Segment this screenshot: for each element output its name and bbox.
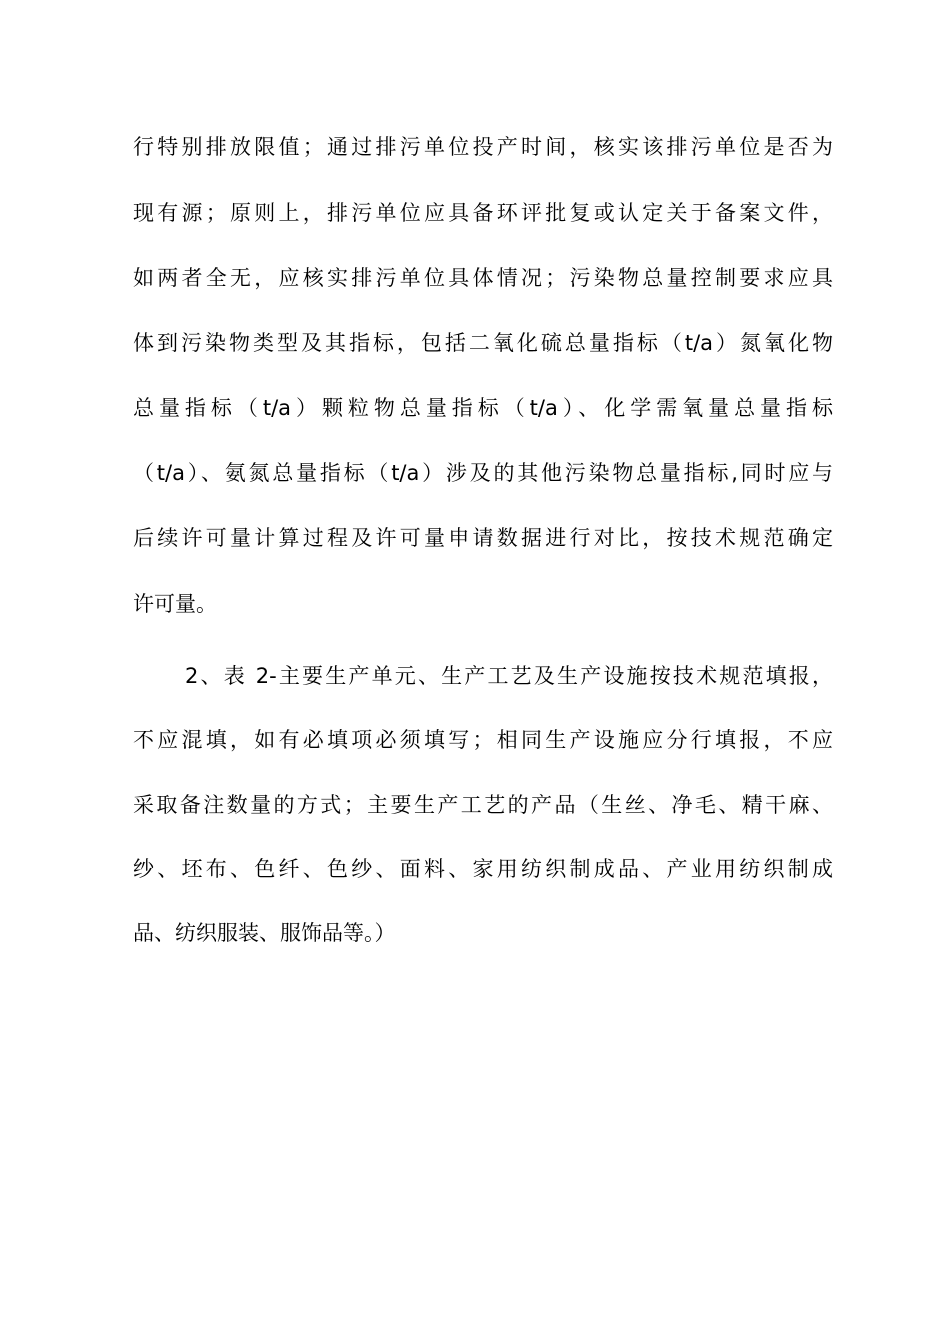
paragraph-1-line-8: 许可量。 bbox=[133, 592, 217, 616]
paragraph-2-line-2: 不应混填，如有必填项必须填写；相同生产设施应分行填报，不应 bbox=[133, 728, 833, 752]
paragraph-1-line-1: 行特别排放限值；通过排污单位投产时间，核实该排污单位是否为 bbox=[133, 135, 833, 159]
paragraph-2-line-4: 纱、坯布、色纤、色纱、面料、家用纺织制成品、产业用纺织制成 bbox=[133, 857, 833, 881]
paragraph-1-line-2: 现有源；原则上，排污单位应具备环评批复或认定关于备案文件， bbox=[133, 201, 833, 225]
paragraph-1-line-6: （t/a）、氨氮总量指标（t/a）涉及的其他污染物总量指标,同时应与 bbox=[133, 461, 833, 485]
paragraph-2-line-3: 采取备注数量的方式；主要生产工艺的产品（生丝、净毛、精干麻、 bbox=[133, 793, 833, 817]
paragraph-2-line-1: 2、表 2-主要生产单元、生产工艺及生产设施按技术规范填报， bbox=[185, 664, 833, 688]
paragraph-1-line-3: 如两者全无，应核实排污单位具体情况；污染物总量控制要求应具 bbox=[133, 266, 833, 290]
paragraph-2-line-5: 品、纺织服装、服饰品等。） bbox=[133, 921, 396, 945]
paragraph-1-line-5: 总量指标（t/a）颗粒物总量指标（t/a）、化学需氧量总量指标 bbox=[133, 396, 833, 420]
paragraph-1-line-7: 后续许可量计算过程及许可量申请数据进行对比，按技术规范确定 bbox=[133, 526, 833, 550]
paragraph-1-line-4: 体到污染物类型及其指标，包括二氧化硫总量指标（t/a）氮氧化物 bbox=[133, 331, 833, 355]
